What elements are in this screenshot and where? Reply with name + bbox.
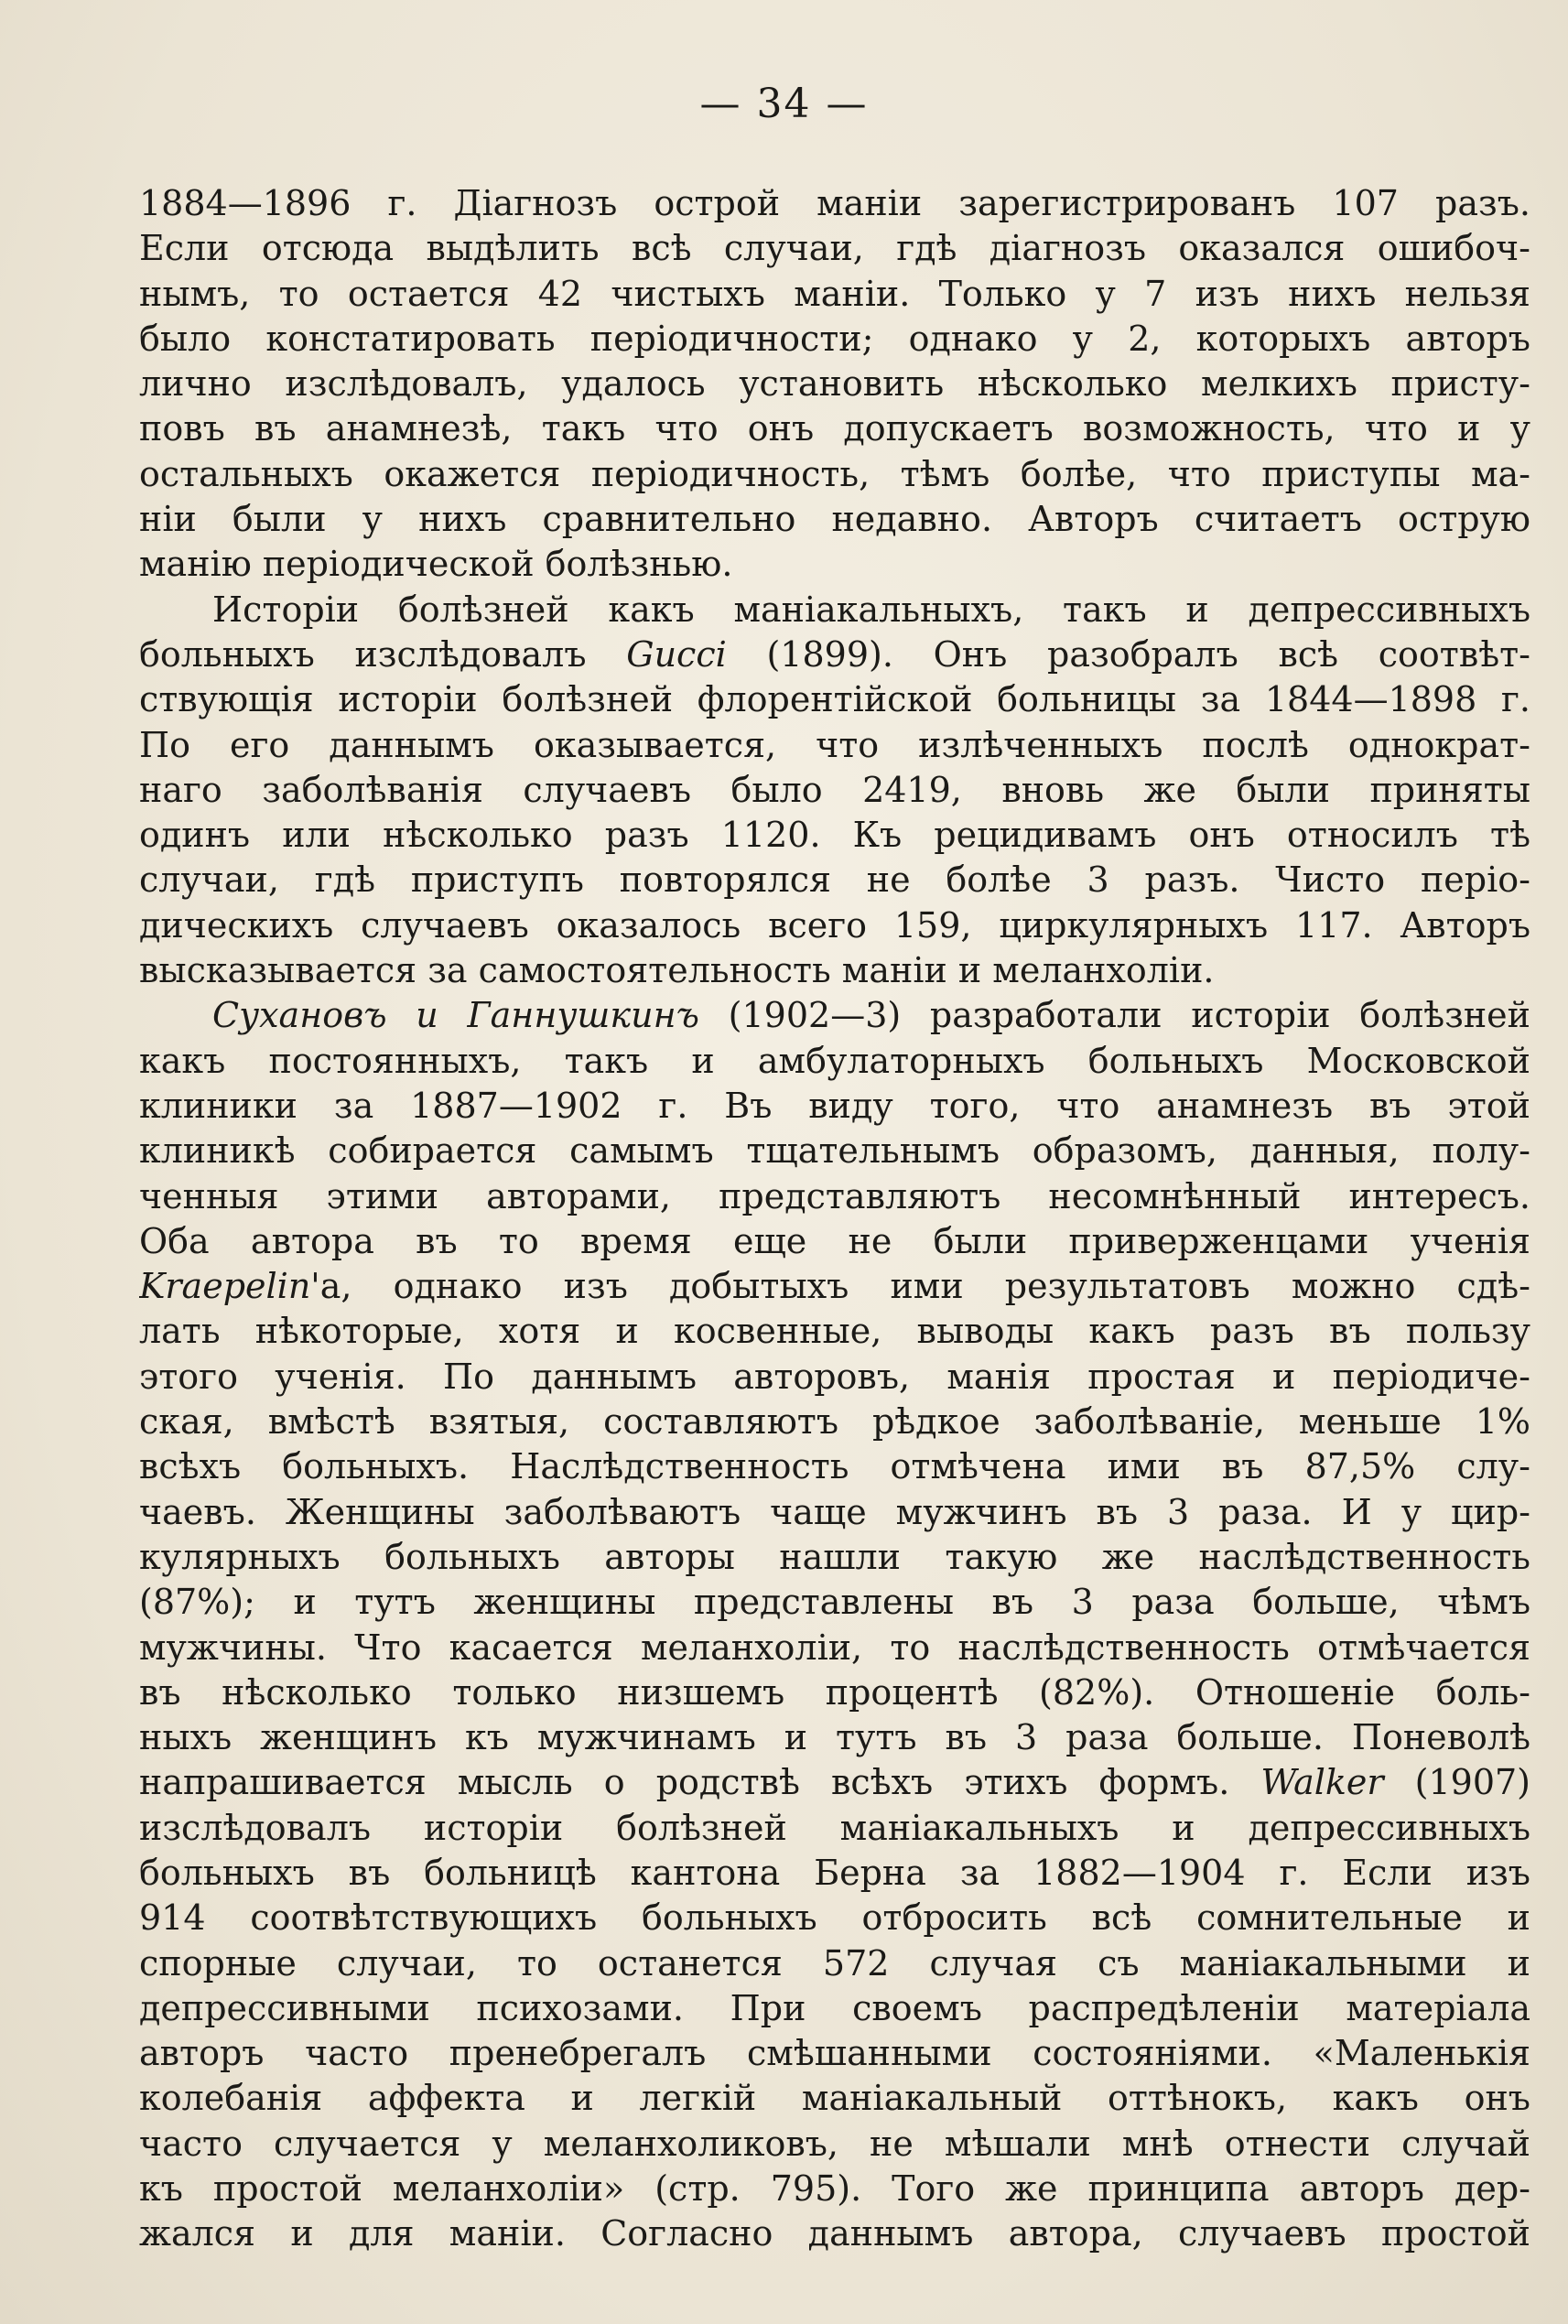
text-line: (87%); и тутъ женщины представлены въ 3 раза больше, чѣмъ [139,1582,1530,1623]
text-line: жался и для маніи. Согласно даннымъ автора, случаевъ простой [139,2213,1530,2254]
text-line: изслѣдовалъ исторіи болѣзней маніакальныхъ и депрессивныхъ [139,1807,1530,1848]
text-line: было констатировать періодичности; однако у 2, которыхъ авторъ [139,318,1530,359]
text-segment: больныхъ изслѣдовалъ [139,633,627,675]
text-line: Если отсюда выдѣлить всѣ случаи, гдѣ діагнозъ оказался ошибоч- [139,228,1530,269]
text-line: къ простой меланхоліи» (стр. 795). Того же принципа авторъ дер- [139,2168,1530,2210]
italic-name: Сухановъ и Ганнушкинъ [212,995,699,1036]
page-number: — 34 — [699,81,869,127]
text-segment: (1899). Онъ разобралъ всѣ соотвѣт- [726,633,1530,675]
text-line: ніи были у нихъ сравнительно недавно. Авторъ считаетъ острую [139,499,1530,540]
text-line: мужчины. Что касается меланхоліи, то наслѣдственность отмѣчается [139,1627,1530,1668]
text-segment: (1902—3) разработали исторіи болѣзней [698,995,1530,1036]
text-line: Исторіи болѣзней какъ маніакальныхъ, такъ и депрессивныхъ [212,589,1530,630]
italic-name: Gucci [626,633,727,675]
text-segment: 'а, однако изъ добытыхъ ими результатовъ можно сдѣ- [310,1266,1530,1307]
italic-name: Walker [1260,1762,1384,1803]
text-line: ствующія исторіи болѣзней флорентійской больницы за 1844—1898 г. [139,679,1530,720]
text-line: Оба автора въ то время еще не были приверженцами ученія [139,1220,1530,1261]
text-line: остальныхъ окажется періодичность, тѣмъ болѣе, что приступы ма- [139,453,1530,494]
text-line [139,1760,1530,1805]
text-line: колебанія аффекта и легкій маніакальный оттѣнокъ, какъ онъ [139,2078,1530,2119]
text-line: одинъ или нѣсколько разъ 1120. Къ рецидивамъ онъ относилъ тѣ [139,815,1530,856]
text-line: какъ постоянныхъ, такъ и амбулаторныхъ больныхъ Московской [139,1040,1530,1081]
text-line: ская, вмѣстѣ взятыя, составляютъ рѣдкое заболѣваніе, меньше 1% [139,1401,1530,1443]
text-line: этого ученія. По даннымъ авторовъ, манія простая и періодиче- [139,1356,1530,1397]
body-text [139,181,1530,2257]
text-line: 914 соотвѣтствующихъ больныхъ отбросить всѣ сомнительные и [139,1897,1530,1939]
text-segment: (1907) [1383,1762,1530,1803]
text-line: больныхъ въ больницѣ кантона Берна за 1882—1904 г. Если изъ [139,1852,1530,1893]
text-segment: напрашивается мысль о родствѣ всѣхъ этихъ формъ. [139,1762,1261,1803]
text-line: наго заболѣванія случаевъ было 2419, вновь же были приняты [139,769,1530,810]
text-line: кулярныхъ больныхъ авторы нашли такую же наслѣдственность [139,1536,1530,1577]
text-line: 1884—1896 г. Діагнозъ острой маніи зарегистрированъ 107 разъ. [139,183,1530,223]
text-line: манію періодической болѣзнью. [139,544,733,585]
text-line: дическихъ случаевъ оказалось всего 159, циркулярныхъ 117. Авторъ [139,904,1530,946]
text-line: клиники за 1887—1902 г. Въ виду того, что анамнезъ въ этой [139,1085,1530,1126]
text-line: депрессивными психозами. При своемъ распредѣленіи матеріала [139,1987,1530,2028]
text-line: спорные случаи, то останется 572 случая съ маніакальными и [139,1942,1530,1984]
text-line: лать нѣкоторые, хотя и косвенные, выводы какъ разъ въ пользу [139,1311,1530,1352]
text-line: высказывается за самостоятельность маніи и меланхоліи. [139,950,1215,991]
text-line [139,632,1530,677]
italic-name: Kraepelin [139,1266,311,1307]
text-line: ныхъ женщинъ къ мужчинамъ и тутъ въ 3 раза больше. Поневолѣ [139,1717,1530,1758]
text-line: лично изслѣдовалъ, удалось установить нѣсколько мелкихъ присту- [139,363,1530,405]
text-line: нымъ, то остается 42 чистыхъ маніи. Только у 7 изъ нихъ нельзя [139,273,1530,314]
text-line: всѣхъ больныхъ. Наслѣдственность отмѣчена ими въ 87,5% слу- [139,1446,1530,1487]
text-line: клиникѣ собирается самымъ тщательнымъ образомъ, данныя, полу- [139,1130,1530,1172]
text-line: часто случается у меланхоликовъ, не мѣшали мнѣ отнести случай [139,2123,1530,2164]
text-line: ченныя этими авторами, представляютъ несомнѣнный интересъ. [139,1175,1530,1216]
text-line: въ нѣсколько только низшемъ процентѣ (82%). Отношеніе боль- [139,1671,1530,1713]
text-line [139,1264,1530,1309]
text-line: чаевъ. Женщины заболѣваютъ чаще мужчинъ въ 3 раза. И у цир- [139,1491,1530,1532]
text-line: повъ въ анамнезѣ, такъ что онъ допускаетъ возможность, что и у [139,408,1530,449]
text-line: авторъ часто пренебрегалъ смѣшанными состояніями. «Маленькія [139,2033,1530,2074]
text-line: По его даннымъ оказывается, что излѣченныхъ послѣ однократ- [139,724,1530,765]
text-line [139,993,1530,1038]
text-line: случаи, гдѣ приступъ повторялся не болѣе 3 разъ. Чисто періо- [139,859,1530,901]
